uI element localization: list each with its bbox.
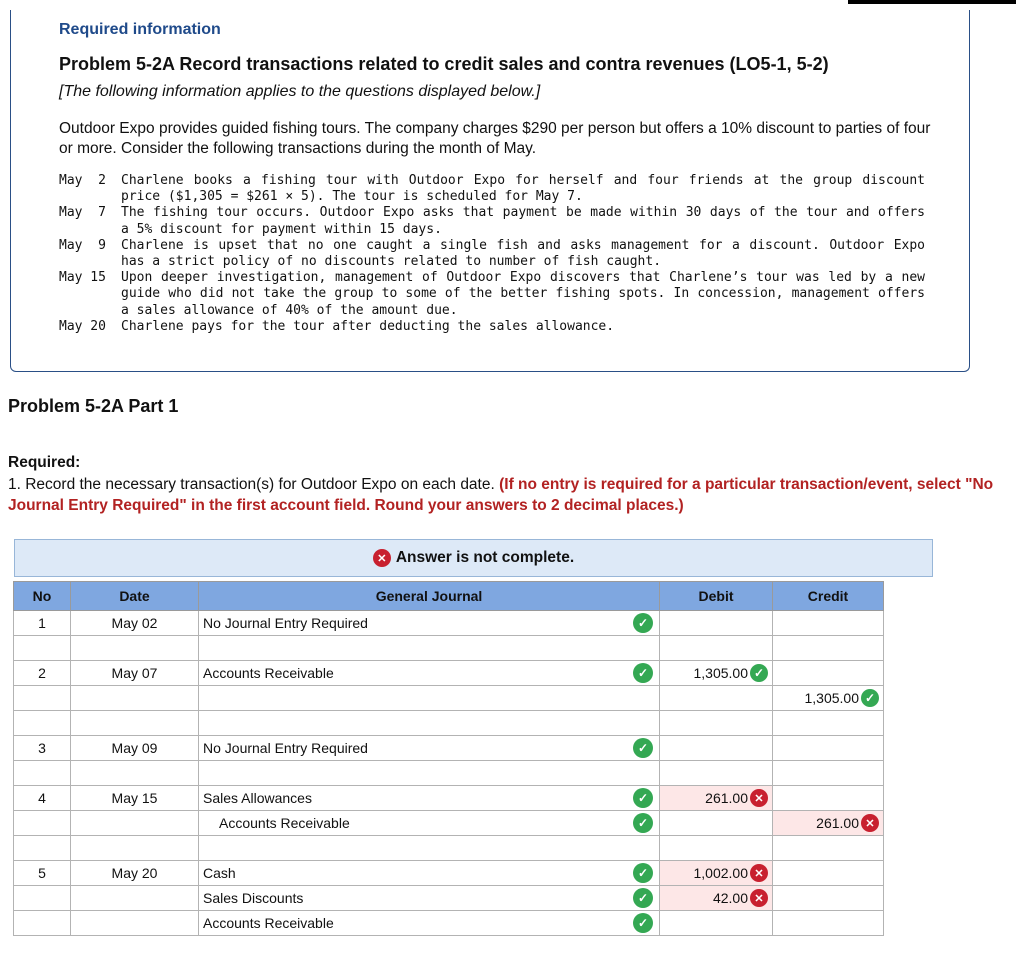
- journal-row: [14, 886, 884, 911]
- required-information-panel: [10, 10, 970, 372]
- credit-field[interactable]: [773, 761, 884, 786]
- account-name: Accounts Receivable: [203, 915, 334, 931]
- credit-field[interactable]: [773, 786, 884, 811]
- journal-row: [14, 686, 884, 711]
- x-icon: ✕: [750, 889, 768, 907]
- transaction-item: [59, 238, 939, 270]
- journal-row: [14, 861, 884, 886]
- col-header-no: No: [14, 582, 71, 611]
- account-field[interactable]: [199, 861, 660, 886]
- account-field[interactable]: [199, 611, 660, 636]
- account-field[interactable]: [199, 636, 660, 661]
- journal-row: [14, 661, 884, 686]
- account-field[interactable]: [199, 686, 660, 711]
- entry-date[interactable]: May 09: [71, 736, 199, 761]
- entry-number: 1: [14, 611, 71, 636]
- x-icon: ✕: [373, 549, 391, 567]
- required-info-heading: Required information: [59, 21, 221, 38]
- debit-field[interactable]: [660, 611, 773, 636]
- check-icon: ✓: [633, 613, 653, 633]
- account-field[interactable]: [199, 786, 660, 811]
- account-field[interactable]: [199, 711, 660, 736]
- credit-field[interactable]: [773, 611, 884, 636]
- transaction-date: May 9: [59, 237, 106, 253]
- entry-date[interactable]: May 20: [71, 861, 199, 886]
- debit-field[interactable]: [660, 686, 773, 711]
- journal-row: [14, 711, 884, 736]
- debit-field[interactable]: [660, 761, 773, 786]
- part-title: Problem 5-2A Part 1: [8, 396, 179, 416]
- credit-field[interactable]: [773, 736, 884, 761]
- debit-field[interactable]: [660, 811, 773, 836]
- journal-row: [14, 761, 884, 786]
- credit-amount: 261.00: [816, 815, 859, 831]
- transaction-item: [59, 173, 939, 205]
- account-name: Accounts Receivable: [203, 665, 334, 681]
- journal-row: [14, 836, 884, 861]
- journal-row: [14, 636, 884, 661]
- answer-status-text: Answer is not complete.: [395, 549, 575, 566]
- entry-date[interactable]: May 07: [71, 661, 199, 686]
- credit-field[interactable]: [773, 836, 884, 861]
- general-journal-table: [13, 581, 884, 936]
- entry-date[interactable]: May 02: [71, 611, 199, 636]
- account-name: Sales Discounts: [203, 890, 304, 906]
- journal-row: [14, 736, 884, 761]
- x-icon: ✕: [750, 789, 768, 807]
- check-icon: ✓: [633, 788, 653, 808]
- transaction-date: May 7: [59, 205, 106, 221]
- account-field[interactable]: [199, 836, 660, 861]
- debit-field[interactable]: [660, 711, 773, 736]
- debit-field[interactable]: [660, 861, 773, 886]
- account-name: Accounts Receivable: [219, 815, 350, 831]
- top-bar: [848, 0, 1016, 4]
- credit-amount: 1,305.00: [804, 690, 859, 706]
- entry-number: 3: [14, 736, 71, 761]
- journal-row: [14, 786, 884, 811]
- instruction: [8, 474, 1008, 516]
- entry-date[interactable]: May 15: [71, 786, 199, 811]
- entry-number: 4: [14, 786, 71, 811]
- debit-field[interactable]: [660, 636, 773, 661]
- entry-number: 2: [14, 661, 71, 686]
- journal-row: [14, 811, 884, 836]
- debit-amount: 42.00: [712, 890, 748, 906]
- debit-field[interactable]: [660, 736, 773, 761]
- debit-field[interactable]: [660, 786, 773, 811]
- col-header-debit: Debit: [660, 582, 773, 611]
- check-icon: ✓: [633, 863, 653, 883]
- debit-field[interactable]: [660, 661, 773, 686]
- instruction-note: (If no entry is required for a particular transaction/event, select "No Journal Entry Required" in the first account field. Round your answers to 2 decimal places.): [8, 476, 994, 514]
- x-icon: ✕: [861, 814, 879, 832]
- transaction-text: Charlene books a fishing tour with Outdoor Expo for herself and four friends at the group discount price ($1,305 = $261 × 5). The tour is scheduled for May 7.: [121, 173, 925, 205]
- debit-amount: 1,305.00: [693, 665, 748, 681]
- col-header-credit: Credit: [773, 582, 884, 611]
- check-icon: ✓: [633, 888, 653, 908]
- check-icon: ✓: [750, 664, 768, 682]
- transaction-date: May 20: [59, 318, 106, 334]
- account-field[interactable]: [199, 911, 660, 936]
- transaction-text: Charlene is upset that no one caught a single fish and asks management for a discount. Outdoor Expo has a strict policy of no discounts related to number of fish caught.: [121, 237, 925, 270]
- account-field[interactable]: [199, 736, 660, 761]
- account-field[interactable]: [199, 811, 660, 836]
- account-field[interactable]: [199, 761, 660, 786]
- applies-note: [The following information applies to the questions displayed below.]: [59, 83, 541, 100]
- account-field[interactable]: [199, 886, 660, 911]
- debit-amount: 1,002.00: [693, 865, 748, 881]
- transaction-text: Charlene pays for the tour after deducting the sales allowance.: [121, 318, 615, 334]
- answer-status-banner: [14, 539, 933, 577]
- credit-field[interactable]: [773, 661, 884, 686]
- transaction-item: [59, 319, 939, 335]
- debit-field[interactable]: [660, 836, 773, 861]
- account-field[interactable]: [199, 661, 660, 686]
- col-header-date: Date: [71, 582, 199, 611]
- transaction-item: [59, 205, 939, 237]
- debit-amount: 261.00: [705, 790, 748, 806]
- transaction-date: May 2: [59, 173, 106, 188]
- x-icon: ✕: [750, 864, 768, 882]
- credit-field[interactable]: [773, 861, 884, 886]
- transaction-list: [59, 173, 939, 335]
- journal-row: [14, 611, 884, 636]
- intro-paragraph: Outdoor Expo provides guided fishing tours. The company charges $290 per person but offers a 10% discount to parties of four or more. Consider the following transactions during the month of May.: [59, 120, 931, 157]
- transaction-item: [59, 270, 939, 319]
- account-name: No Journal Entry Required: [203, 615, 368, 631]
- credit-field[interactable]: [773, 686, 884, 711]
- check-icon: ✓: [861, 689, 879, 707]
- credit-field[interactable]: [773, 911, 884, 936]
- entry-number: 5: [14, 861, 71, 886]
- journal-header-row: [14, 582, 884, 611]
- account-name: Sales Allowances: [203, 790, 312, 806]
- debit-field[interactable]: [660, 886, 773, 911]
- transaction-text: The fishing tour occurs. Outdoor Expo asks that payment be made within 30 days of the tour and offers a 5% discount for payment within 15 days.: [121, 205, 925, 237]
- credit-field[interactable]: [773, 886, 884, 911]
- transaction-date: May 15: [59, 270, 106, 286]
- check-icon: ✓: [633, 913, 653, 933]
- credit-field[interactable]: [773, 811, 884, 836]
- check-icon: ✓: [633, 813, 653, 833]
- check-icon: ✓: [633, 663, 653, 683]
- col-header-general-journal: General Journal: [199, 582, 660, 611]
- account-name: No Journal Entry Required: [203, 740, 368, 756]
- debit-field[interactable]: [660, 911, 773, 936]
- instruction-main: 1. Record the necessary transaction(s) for Outdoor Expo on each date.: [8, 476, 495, 493]
- credit-field[interactable]: [773, 711, 884, 736]
- required-label: Required:: [8, 454, 81, 471]
- account-name: Cash: [203, 865, 236, 881]
- credit-field[interactable]: [773, 636, 884, 661]
- problem-title: Problem 5-2A Record transactions related to credit sales and contra revenues (LO5-1, 5-2): [59, 54, 829, 74]
- journal-row: [14, 911, 884, 936]
- check-icon: ✓: [633, 738, 653, 758]
- transaction-text: Upon deeper investigation, management of Outdoor Expo discovers that Charlene’s tour was led by a new guide who did not take the group to some of the better fishing spots. In concession, management offers a sales allowance of 40% of the amount due.: [121, 270, 925, 318]
